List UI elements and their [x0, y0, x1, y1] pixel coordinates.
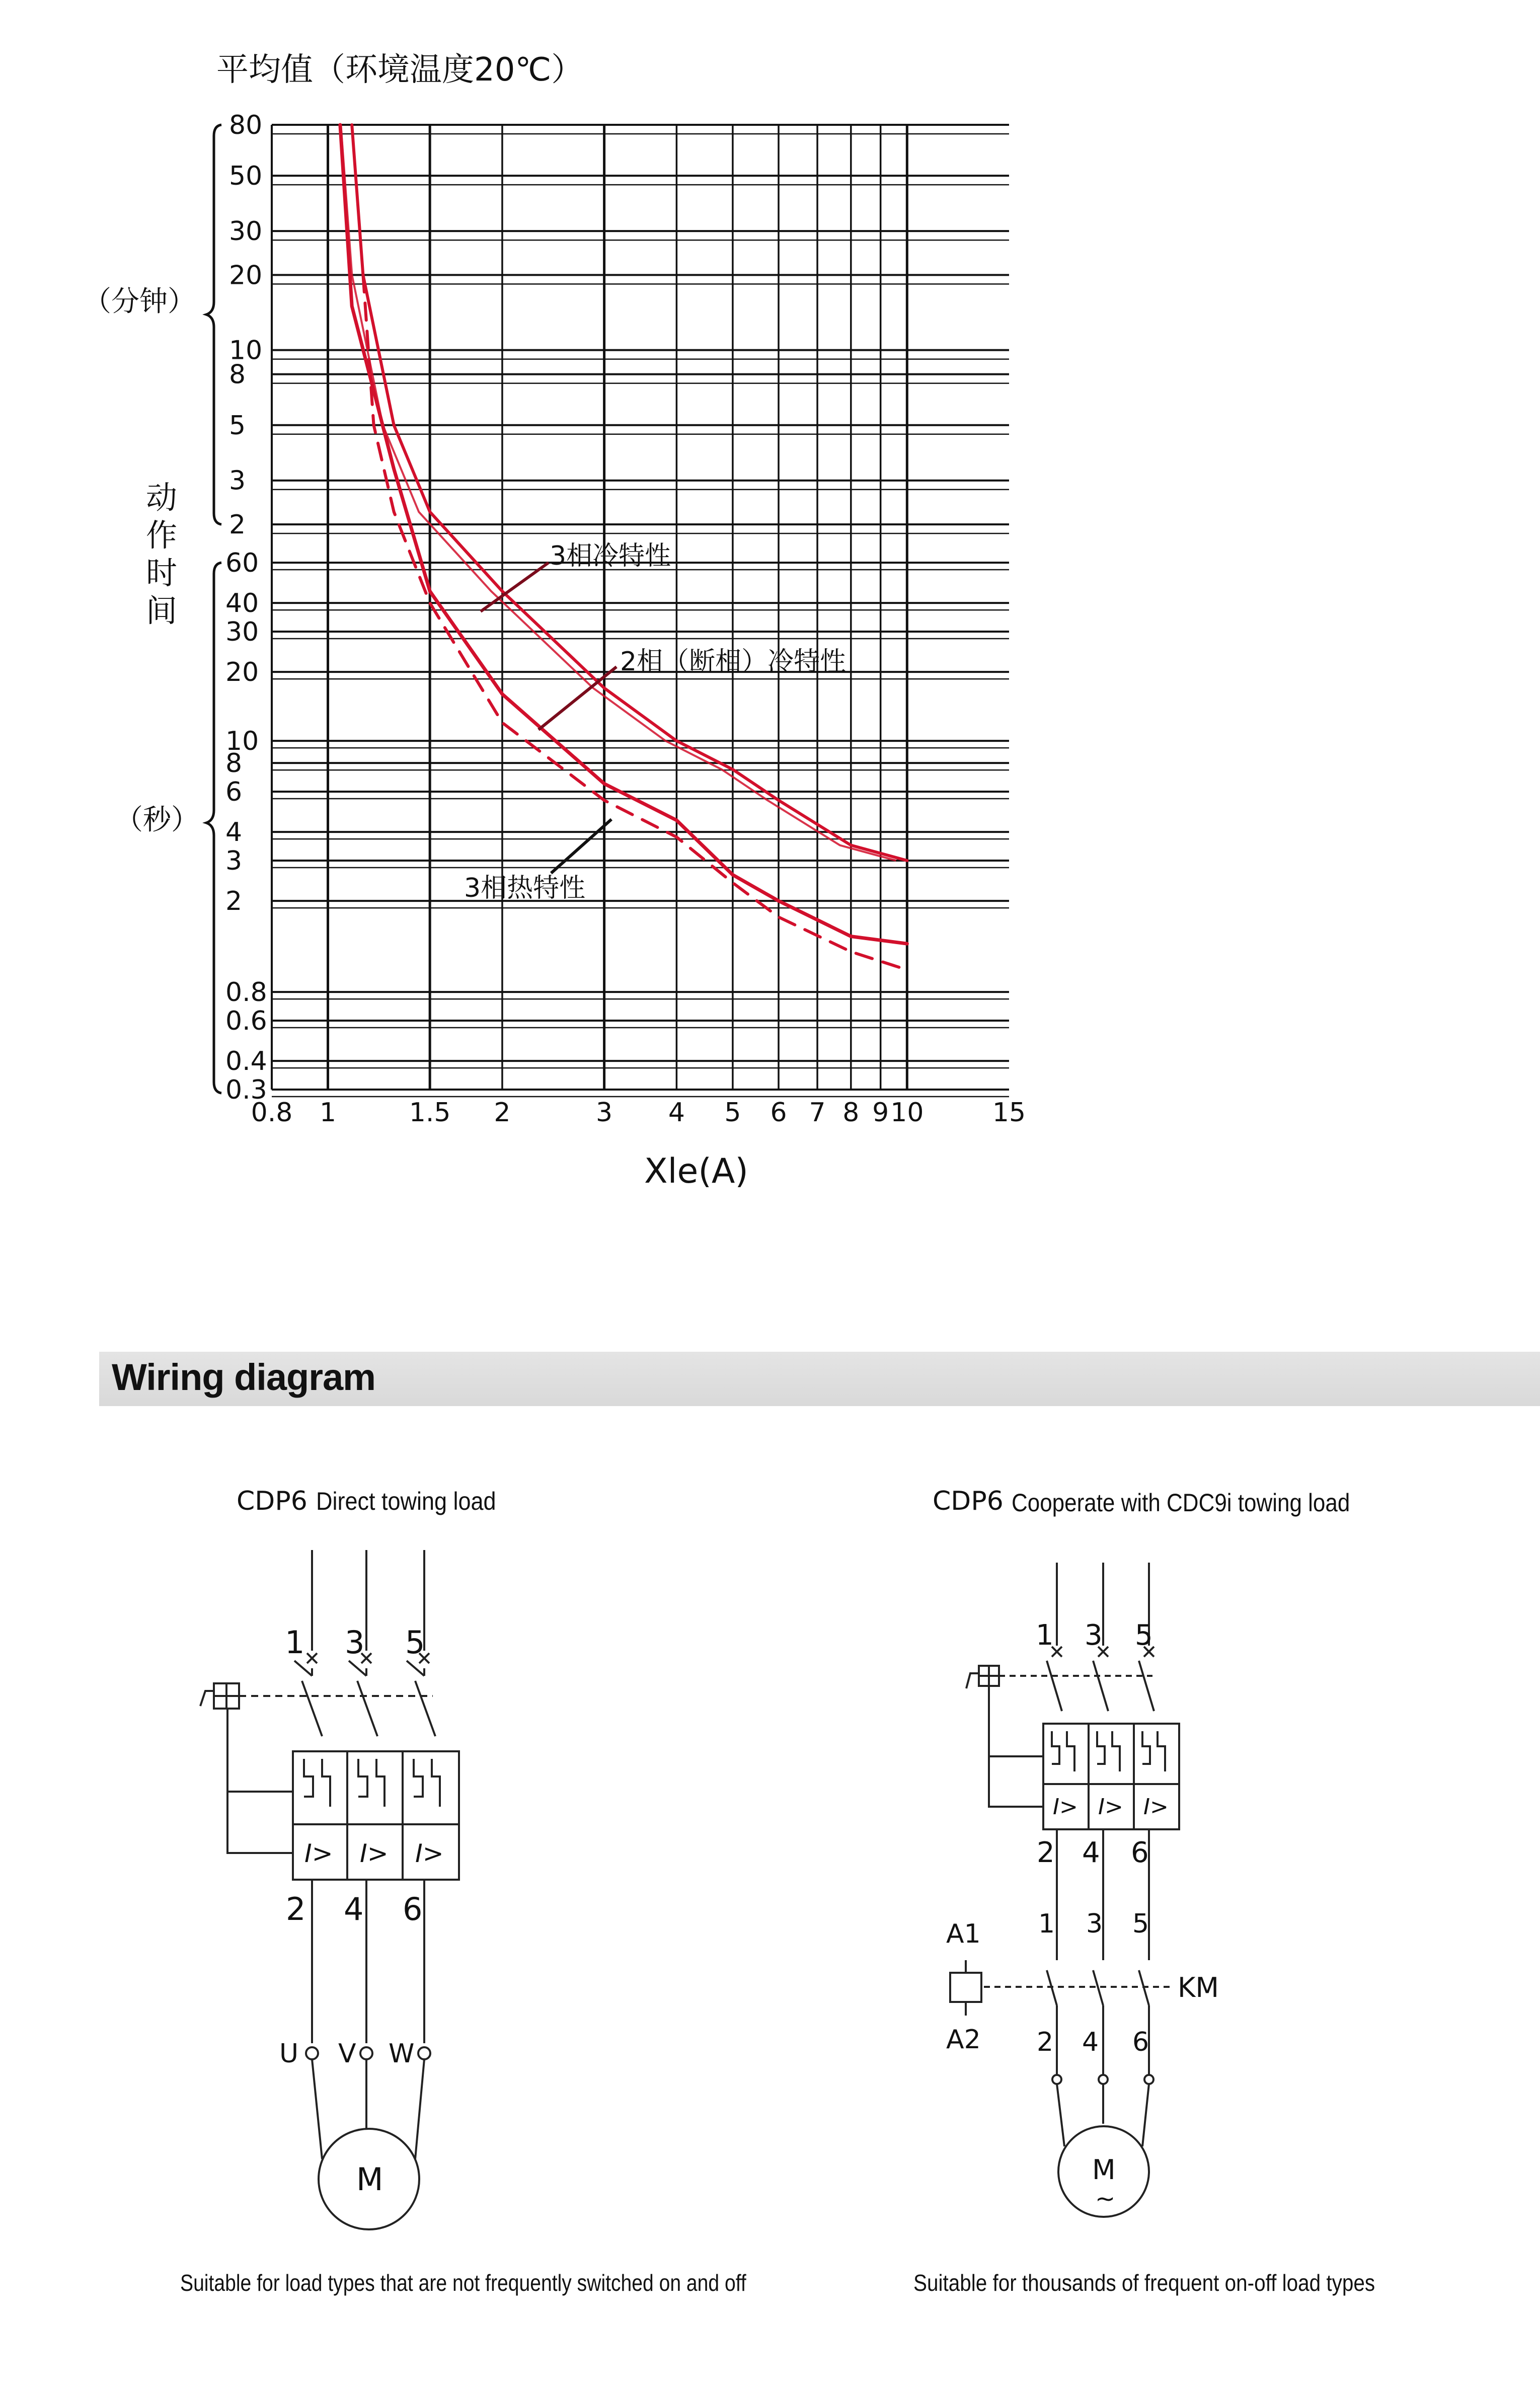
leader-three-hot	[551, 819, 611, 873]
x-tick-label: 9	[872, 1098, 889, 1128]
svg-text:W: W	[389, 2039, 415, 2069]
svg-text:I>: I>	[1143, 1794, 1169, 1820]
y-tick-label-seconds: 3	[225, 845, 243, 876]
wiring-diagram-direct	[180, 1486, 746, 2296]
wiring-diagram-contactor	[913, 1486, 1375, 2296]
y-tick-label-seconds: 8	[225, 748, 243, 779]
left-relay-symbols	[304, 1839, 444, 1868]
svg-text:I>: I>	[415, 1839, 444, 1868]
y-tick-label-seconds: 0.4	[225, 1046, 267, 1077]
x-tick-label: 8	[842, 1098, 860, 1128]
x-tick-label: 1	[319, 1098, 337, 1128]
unit-seconds-label: （秒）	[115, 804, 199, 836]
y-tick-label-seconds: 30	[225, 616, 259, 647]
y-tick-label-seconds: 2	[225, 886, 243, 917]
svg-text:I>: I>	[1098, 1794, 1123, 1820]
section-title: Wiring diagram	[112, 1356, 375, 1398]
svg-text:4: 4	[344, 1891, 364, 1927]
x-axis-label: Xle(A)	[644, 1151, 748, 1191]
svg-text:3: 3	[1085, 1619, 1103, 1652]
svg-text:I>: I>	[304, 1839, 333, 1868]
svg-text:2: 2	[1037, 1836, 1055, 1869]
right-mid-terminals	[1037, 1836, 1149, 1869]
x-tick-label: 3	[596, 1098, 613, 1128]
contactor-coil	[950, 1973, 981, 2002]
curve-two-phase-cold	[340, 125, 907, 944]
y-tick-label-minutes: 2	[229, 510, 246, 540]
right-top-terminals	[1036, 1619, 1153, 1652]
y-tick-label-seconds: 10	[225, 726, 259, 757]
svg-text:间: 间	[146, 592, 178, 629]
seconds-bracket	[206, 563, 221, 1093]
y-tick-label-minutes: 8	[229, 359, 246, 390]
contactor-label: KM	[1178, 1972, 1219, 2003]
svg-text:2: 2	[1037, 2027, 1054, 2057]
left-output-labels	[279, 2039, 414, 2069]
km-top-terminals	[1038, 1909, 1149, 1939]
km-bottom-terminals	[1037, 2027, 1149, 2057]
y-tick-label-minutes: 30	[229, 216, 263, 247]
x-tick-label: 4	[668, 1098, 685, 1128]
y-tick-label-minutes: 80	[229, 110, 263, 140]
left-bottom-terminals	[286, 1891, 422, 1927]
svg-text:I>: I>	[360, 1839, 389, 1868]
x-tick-label: 6	[770, 1098, 787, 1128]
svg-text:2: 2	[286, 1891, 306, 1927]
tripping-characteristic-chart	[83, 51, 1026, 1191]
y-tick-labels	[225, 110, 267, 1105]
right-relay-symbols	[1053, 1794, 1169, 1820]
curve-three-phase-cold-band	[341, 125, 896, 861]
left-motor-label: M	[356, 2161, 383, 2198]
left-diagram-title-model: CDP6	[237, 1486, 307, 1516]
svg-text:5: 5	[1135, 1619, 1153, 1652]
y-tick-label-minutes: 10	[229, 335, 263, 366]
coil-a1-label: A1	[946, 1919, 981, 1949]
curve-three-phase-hot	[363, 275, 907, 970]
y-tick-label-seconds: 6	[225, 777, 243, 808]
unit-minutes-label: （分钟）	[83, 285, 196, 318]
chart-title: 平均值（环境温度20℃）	[216, 51, 584, 89]
y-tick-label-seconds: 0.8	[225, 977, 267, 1008]
svg-text:3: 3	[345, 1624, 365, 1661]
svg-text:5: 5	[1132, 1909, 1149, 1939]
y-tick-label-minutes: 50	[229, 161, 263, 192]
label-three-hot: 3相热特性	[464, 873, 586, 903]
svg-text:6: 6	[403, 1891, 423, 1927]
svg-text:4: 4	[1082, 2027, 1099, 2057]
y-axis-label	[146, 479, 177, 629]
y-tick-label-seconds: 60	[225, 548, 259, 578]
x-tick-label: 0.8	[251, 1098, 293, 1128]
y-tick-label-seconds: 40	[225, 588, 259, 619]
x-tick-label: 15	[992, 1098, 1026, 1128]
y-tick-label-minutes: 20	[229, 260, 263, 291]
svg-text:6: 6	[1131, 1836, 1149, 1869]
curve-three-phase-cold	[352, 125, 907, 861]
y-tick-label-minutes: 5	[229, 410, 246, 441]
svg-text:5: 5	[405, 1624, 425, 1661]
right-caption: Suitable for thousands of frequent on-off load types	[913, 2270, 1375, 2296]
svg-text:3: 3	[1086, 1909, 1103, 1939]
minutes-bracket	[206, 125, 221, 524]
svg-text:作: 作	[146, 517, 178, 554]
svg-text:U: U	[279, 2039, 299, 2069]
x-tick-label: 5	[724, 1098, 741, 1128]
y-tick-label-seconds: 4	[225, 817, 243, 848]
right-diagram-title-desc: Cooperate with CDC9i towing load	[1012, 1488, 1350, 1517]
right-motor-label: M	[1092, 2154, 1116, 2186]
x-tick-label: 2	[494, 1098, 511, 1128]
svg-text:4: 4	[1082, 1836, 1100, 1869]
svg-text:时: 时	[146, 555, 178, 591]
x-tick-labels	[251, 1098, 1026, 1128]
left-top-terminals	[285, 1624, 425, 1661]
right-motor-ac: ~	[1095, 2185, 1116, 2213]
x-tick-label: 1.5	[409, 1098, 451, 1128]
label-two-phase: 2相（断相）冷特性	[620, 647, 846, 677]
chart-grid	[272, 125, 1009, 1097]
svg-text:动: 动	[146, 479, 178, 516]
svg-text:1: 1	[1038, 1909, 1055, 1939]
x-tick-label: 7	[809, 1098, 826, 1128]
coil-a2-label: A2	[946, 2025, 981, 2055]
svg-text:1: 1	[285, 1624, 305, 1661]
svg-text:I>: I>	[1053, 1794, 1078, 1820]
left-handle-icon	[200, 1683, 239, 1709]
svg-text:6: 6	[1132, 2027, 1149, 2057]
right-diagram-title-model: CDP6	[933, 1486, 1004, 1516]
svg-text:V: V	[338, 2039, 356, 2069]
x-tick-label: 10	[890, 1098, 924, 1128]
right-handle-icon	[966, 1666, 999, 1688]
y-tick-label-minutes: 3	[229, 466, 246, 496]
y-tick-label-seconds: 0.3	[225, 1075, 267, 1105]
label-three-cold: 3相冷特性	[550, 541, 671, 571]
svg-text:1: 1	[1036, 1619, 1054, 1652]
y-tick-label-seconds: 20	[225, 657, 259, 688]
left-caption: Suitable for load types that are not frequently switched on and off	[180, 2270, 746, 2296]
y-tick-label-seconds: 0.6	[225, 1006, 267, 1037]
left-diagram-title-desc: Direct towing load	[316, 1487, 496, 1516]
